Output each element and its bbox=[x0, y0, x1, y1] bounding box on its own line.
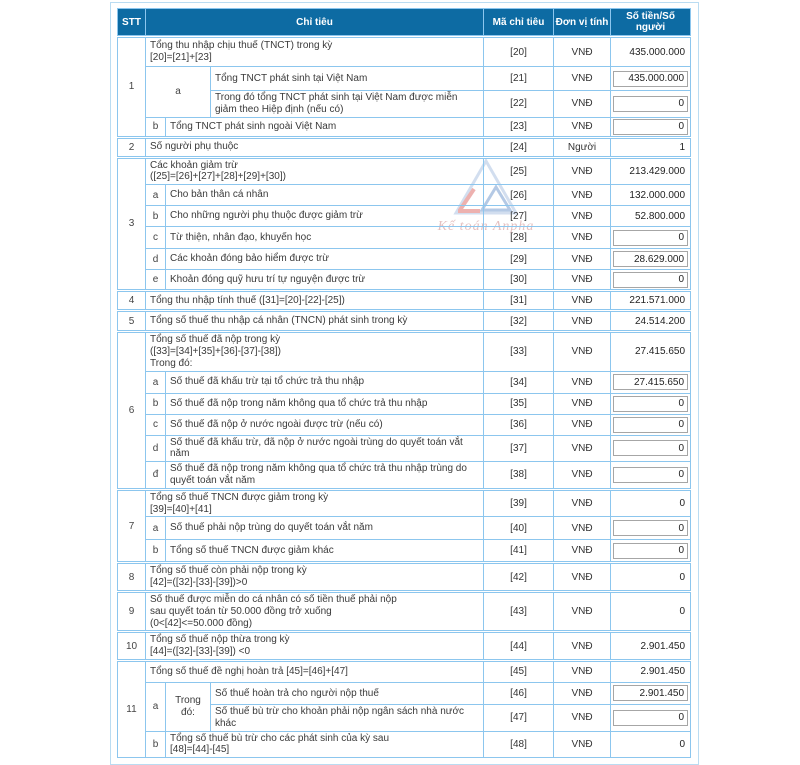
letter-cell: d bbox=[146, 249, 166, 270]
letter-cell: a bbox=[146, 517, 166, 540]
value-cell: 2.901.450 bbox=[611, 660, 691, 682]
unit-cell: VNĐ bbox=[554, 704, 611, 731]
amount-input-47[interactable] bbox=[613, 710, 688, 726]
unit-cell: VNĐ bbox=[554, 117, 611, 137]
label-cell: Các khoản giảm trừ ([25]=[26]+[27]+[28]+[29]+[30]) bbox=[146, 157, 484, 185]
code-cell: [48] bbox=[484, 731, 554, 758]
amount-input-46[interactable] bbox=[613, 685, 688, 701]
code-cell: [45] bbox=[484, 660, 554, 682]
amount-input-37[interactable] bbox=[613, 440, 688, 456]
unit-cell: VNĐ bbox=[554, 185, 611, 206]
letter-cell: b bbox=[146, 206, 166, 227]
code-cell: [40] bbox=[484, 517, 554, 540]
code-cell: [23] bbox=[484, 117, 554, 137]
stt-cell: 9 bbox=[118, 591, 146, 631]
value-cell: 0 bbox=[611, 591, 691, 631]
value-cell bbox=[611, 517, 691, 540]
unit-cell: VNĐ bbox=[554, 660, 611, 682]
unit-cell: VNĐ bbox=[554, 249, 611, 270]
table-row bbox=[118, 371, 691, 393]
code-cell: [38] bbox=[484, 462, 554, 490]
label-cell: Số thuế đã nộp trong năm không qua tổ chức trả thu nhập trùng do quyết toán vắt năm bbox=[166, 462, 484, 490]
unit-cell: VNĐ bbox=[554, 311, 611, 332]
code-cell: [42] bbox=[484, 563, 554, 592]
amount-input-38[interactable] bbox=[613, 467, 688, 483]
letter-cell: a bbox=[146, 682, 166, 731]
label-cell: Số thuế hoàn trả cho người nộp thuế bbox=[211, 682, 484, 704]
unit-cell: VNĐ bbox=[554, 632, 611, 661]
unit-cell: VNĐ bbox=[554, 462, 611, 490]
label-cell: Số người phụ thuộc bbox=[146, 137, 484, 157]
watermark-text: Kế toán Anpha bbox=[437, 219, 535, 234]
table-row bbox=[118, 185, 691, 206]
code-cell: [26] bbox=[484, 185, 554, 206]
unit-cell: VNĐ bbox=[554, 682, 611, 704]
unit-cell: VNĐ bbox=[554, 227, 611, 249]
table-row bbox=[118, 462, 691, 490]
unit-cell: VNĐ bbox=[554, 291, 611, 311]
amount-input-22[interactable] bbox=[613, 96, 688, 112]
value-cell: 0 bbox=[611, 489, 691, 517]
table-row bbox=[118, 311, 691, 332]
value-cell bbox=[611, 462, 691, 490]
code-cell: [30] bbox=[484, 270, 554, 291]
unit-cell: Người bbox=[554, 137, 611, 157]
label-cell: Tổng TNCT phát sinh tại Việt Nam bbox=[211, 67, 484, 91]
table-row bbox=[118, 249, 691, 270]
label-cell: Số thuế bù trừ cho khoản phải nộp ngân sách nhà nước khác bbox=[211, 704, 484, 731]
unit-cell: VNĐ bbox=[554, 563, 611, 592]
value-cell bbox=[611, 91, 691, 118]
letter-cell: b bbox=[146, 117, 166, 137]
table-row bbox=[118, 517, 691, 540]
code-cell: [43] bbox=[484, 591, 554, 631]
label-cell: Số thuế đã nộp trong năm không qua tổ chức trả thu nhập bbox=[166, 393, 484, 414]
label-cell: Khoản đóng quỹ hưu trí tự nguyện được trừ bbox=[166, 270, 484, 291]
table-row bbox=[118, 660, 691, 682]
unit-cell: VNĐ bbox=[554, 371, 611, 393]
code-cell: [37] bbox=[484, 435, 554, 462]
label-cell: Tổng số thuế còn phải nộp trong kỳ [42]=([32]-[33]-[39])>0 bbox=[146, 563, 484, 592]
stt-cell: 3 bbox=[118, 157, 146, 291]
stt-cell: 10 bbox=[118, 632, 146, 661]
unit-cell: VNĐ bbox=[554, 393, 611, 414]
stt-cell: 2 bbox=[118, 137, 146, 157]
unit-cell: VNĐ bbox=[554, 67, 611, 91]
value-cell bbox=[611, 414, 691, 435]
value-cell: 27.415.650 bbox=[611, 332, 691, 371]
unit-cell: VNĐ bbox=[554, 731, 611, 758]
label-cell: Từ thiện, nhân đạo, khuyến học bbox=[166, 227, 484, 249]
stt-cell: 11 bbox=[118, 660, 146, 757]
amount-input-34[interactable] bbox=[613, 374, 688, 390]
letter-cell: b bbox=[146, 731, 166, 758]
code-cell: [33] bbox=[484, 332, 554, 371]
amount-input-29[interactable] bbox=[613, 251, 688, 267]
stt-cell: 8 bbox=[118, 563, 146, 592]
code-cell: [34] bbox=[484, 371, 554, 393]
letter-cell: d bbox=[146, 435, 166, 462]
table-row bbox=[118, 67, 691, 91]
code-cell: [25] bbox=[484, 157, 554, 185]
code-cell: [22] bbox=[484, 91, 554, 118]
label-cell: Tổng số thuế thu nhập cá nhân (TNCN) phát sinh trong kỳ bbox=[146, 311, 484, 332]
label-cell: Số thuế đã khấu trừ, đã nộp ở nước ngoài trùng do quyết toán vắt năm bbox=[166, 435, 484, 462]
amount-input-40[interactable] bbox=[613, 520, 688, 536]
code-cell: [20] bbox=[484, 37, 554, 67]
table-row bbox=[118, 632, 691, 661]
value-cell: 132.000.000 bbox=[611, 185, 691, 206]
label-cell: Trong đó tổng TNCT phát sinh tại Việt Nam được miễn giảm theo Hiệp định (nếu có) bbox=[211, 91, 484, 118]
letter-cell: a bbox=[146, 67, 211, 118]
label-cell: Tổng số thuế TNCN được giảm trong kỳ [39]=[40]+[41] bbox=[146, 489, 484, 517]
note-cell: Trong đó: bbox=[166, 682, 211, 731]
letter-cell: e bbox=[146, 270, 166, 291]
tax-declaration-table bbox=[117, 8, 691, 758]
code-cell: [28] bbox=[484, 227, 554, 249]
label-cell: Tổng thu nhập chịu thuế (TNCT) trong kỳ [20]=[21]+[23] bbox=[146, 37, 484, 67]
amount-input-30[interactable] bbox=[613, 272, 688, 288]
table-row bbox=[118, 157, 691, 185]
letter-cell: b bbox=[146, 393, 166, 414]
unit-cell: VNĐ bbox=[554, 270, 611, 291]
table-row bbox=[118, 489, 691, 517]
value-cell: 0 bbox=[611, 563, 691, 592]
unit-cell: VNĐ bbox=[554, 37, 611, 67]
amount-input-21[interactable] bbox=[613, 71, 688, 87]
code-cell: [47] bbox=[484, 704, 554, 731]
table-row bbox=[118, 591, 691, 631]
unit-cell: VNĐ bbox=[554, 540, 611, 563]
label-cell: Tổng số thuế TNCN được giảm khác bbox=[166, 540, 484, 563]
code-cell: [27] bbox=[484, 206, 554, 227]
letter-cell: a bbox=[146, 185, 166, 206]
stt-cell: 5 bbox=[118, 311, 146, 332]
label-cell: Tổng số thuế bù trừ cho các phát sinh của kỳ sau [48]=[44]-[45] bbox=[166, 731, 484, 758]
table-row bbox=[118, 540, 691, 563]
label-cell: Tổng số thuế đã nộp trong kỳ ([33]=[34]+[35]+[36]-[37]-[38]) Trong đó: bbox=[146, 332, 484, 371]
value-cell: 2.901.450 bbox=[611, 632, 691, 661]
unit-cell: VNĐ bbox=[554, 435, 611, 462]
table-row bbox=[118, 117, 691, 137]
value-cell bbox=[611, 371, 691, 393]
letter-cell: c bbox=[146, 414, 166, 435]
table-row bbox=[118, 227, 691, 249]
code-cell: [41] bbox=[484, 540, 554, 563]
label-cell: Cho bản thân cá nhân bbox=[166, 185, 484, 206]
label-cell: Các khoản đóng bảo hiểm được trừ bbox=[166, 249, 484, 270]
value-cell: 24.514.200 bbox=[611, 311, 691, 332]
code-cell: [44] bbox=[484, 632, 554, 661]
table-row bbox=[118, 414, 691, 435]
table-row bbox=[118, 137, 691, 157]
label-cell: Số thuế được miễn do cá nhân có số tiền thuế phải nộp sau quyết toán từ 50.000 đồng trở xuống (0<[42]<=50.000 đồng) bbox=[146, 591, 484, 631]
label-cell: Tổng thu nhập tính thuế ([31]=[20]-[22]-[25]) bbox=[146, 291, 484, 311]
unit-cell: VNĐ bbox=[554, 157, 611, 185]
table-row bbox=[118, 291, 691, 311]
letter-cell: c bbox=[146, 227, 166, 249]
label-cell: Tổng số thuế nộp thừa trong kỳ [44]=([32]-[33]-[39]) <0 bbox=[146, 632, 484, 661]
table-row bbox=[118, 731, 691, 758]
value-cell bbox=[611, 117, 691, 137]
value-cell bbox=[611, 682, 691, 704]
label-cell: Số thuế đã khấu trừ tại tổ chức trả thu nhập bbox=[166, 371, 484, 393]
value-cell bbox=[611, 393, 691, 414]
letter-cell: a bbox=[146, 371, 166, 393]
code-cell: [24] bbox=[484, 137, 554, 157]
label-cell: Tổng số thuế đề nghị hoàn trả [45]=[46]+[47] bbox=[146, 660, 484, 682]
table-row bbox=[118, 682, 691, 704]
value-cell: 221.571.000 bbox=[611, 291, 691, 311]
value-cell: 52.800.000 bbox=[611, 206, 691, 227]
amount-input-36[interactable] bbox=[613, 417, 688, 433]
amount-input-23[interactable] bbox=[613, 119, 688, 135]
value-cell bbox=[611, 227, 691, 249]
code-cell: [31] bbox=[484, 291, 554, 311]
table-row bbox=[118, 270, 691, 291]
unit-cell: VNĐ bbox=[554, 332, 611, 371]
header-row bbox=[118, 9, 691, 37]
value-cell bbox=[611, 704, 691, 731]
stt-cell: 1 bbox=[118, 37, 146, 138]
stt-cell: 7 bbox=[118, 489, 146, 563]
col-header-stt: STT bbox=[118, 9, 146, 37]
value-cell: 213.429.000 bbox=[611, 157, 691, 185]
code-cell: [46] bbox=[484, 682, 554, 704]
table-row bbox=[118, 393, 691, 414]
letter-cell: đ bbox=[146, 462, 166, 490]
value-cell bbox=[611, 540, 691, 563]
unit-cell: VNĐ bbox=[554, 91, 611, 118]
label-cell: Số thuế đã nộp ở nước ngoài được trừ (nếu có) bbox=[166, 414, 484, 435]
value-cell: 0 bbox=[611, 731, 691, 758]
tax-table-panel bbox=[110, 2, 699, 765]
code-cell: [39] bbox=[484, 489, 554, 517]
code-cell: [32] bbox=[484, 311, 554, 332]
table-row bbox=[118, 332, 691, 371]
letter-cell: b bbox=[146, 540, 166, 563]
table-row bbox=[118, 563, 691, 592]
stt-cell: 6 bbox=[118, 332, 146, 490]
code-cell: [29] bbox=[484, 249, 554, 270]
label-cell: Cho những người phụ thuộc được giảm trừ bbox=[166, 206, 484, 227]
unit-cell: VNĐ bbox=[554, 517, 611, 540]
label-cell: Tổng TNCT phát sinh ngoài Việt Nam bbox=[166, 117, 484, 137]
value-cell bbox=[611, 249, 691, 270]
value-cell bbox=[611, 435, 691, 462]
amount-input-28[interactable] bbox=[613, 230, 688, 246]
unit-cell: VNĐ bbox=[554, 206, 611, 227]
value-cell: 1 bbox=[611, 137, 691, 157]
value-cell bbox=[611, 67, 691, 91]
amount-input-35[interactable] bbox=[613, 396, 688, 412]
value-cell bbox=[611, 270, 691, 291]
col-header-ma-chi-tieu: Mã chỉ tiêu bbox=[484, 9, 554, 37]
amount-input-41[interactable] bbox=[613, 543, 688, 559]
label-cell: Số thuế phải nộp trùng do quyết toán vắt năm bbox=[166, 517, 484, 540]
value-cell: 435.000.000 bbox=[611, 37, 691, 67]
code-cell: [21] bbox=[484, 67, 554, 91]
unit-cell: VNĐ bbox=[554, 591, 611, 631]
unit-cell: VNĐ bbox=[554, 414, 611, 435]
table-row bbox=[118, 37, 691, 67]
unit-cell: VNĐ bbox=[554, 489, 611, 517]
table-row bbox=[118, 206, 691, 227]
table-row bbox=[118, 435, 691, 462]
stt-cell: 4 bbox=[118, 291, 146, 311]
col-header-so-tien: Số tiền/Số người bbox=[611, 9, 691, 37]
col-header-don-vi-tinh: Đơn vị tính bbox=[554, 9, 611, 37]
code-cell: [36] bbox=[484, 414, 554, 435]
code-cell: [35] bbox=[484, 393, 554, 414]
col-header-chi-tieu: Chỉ tiêu bbox=[146, 9, 484, 37]
